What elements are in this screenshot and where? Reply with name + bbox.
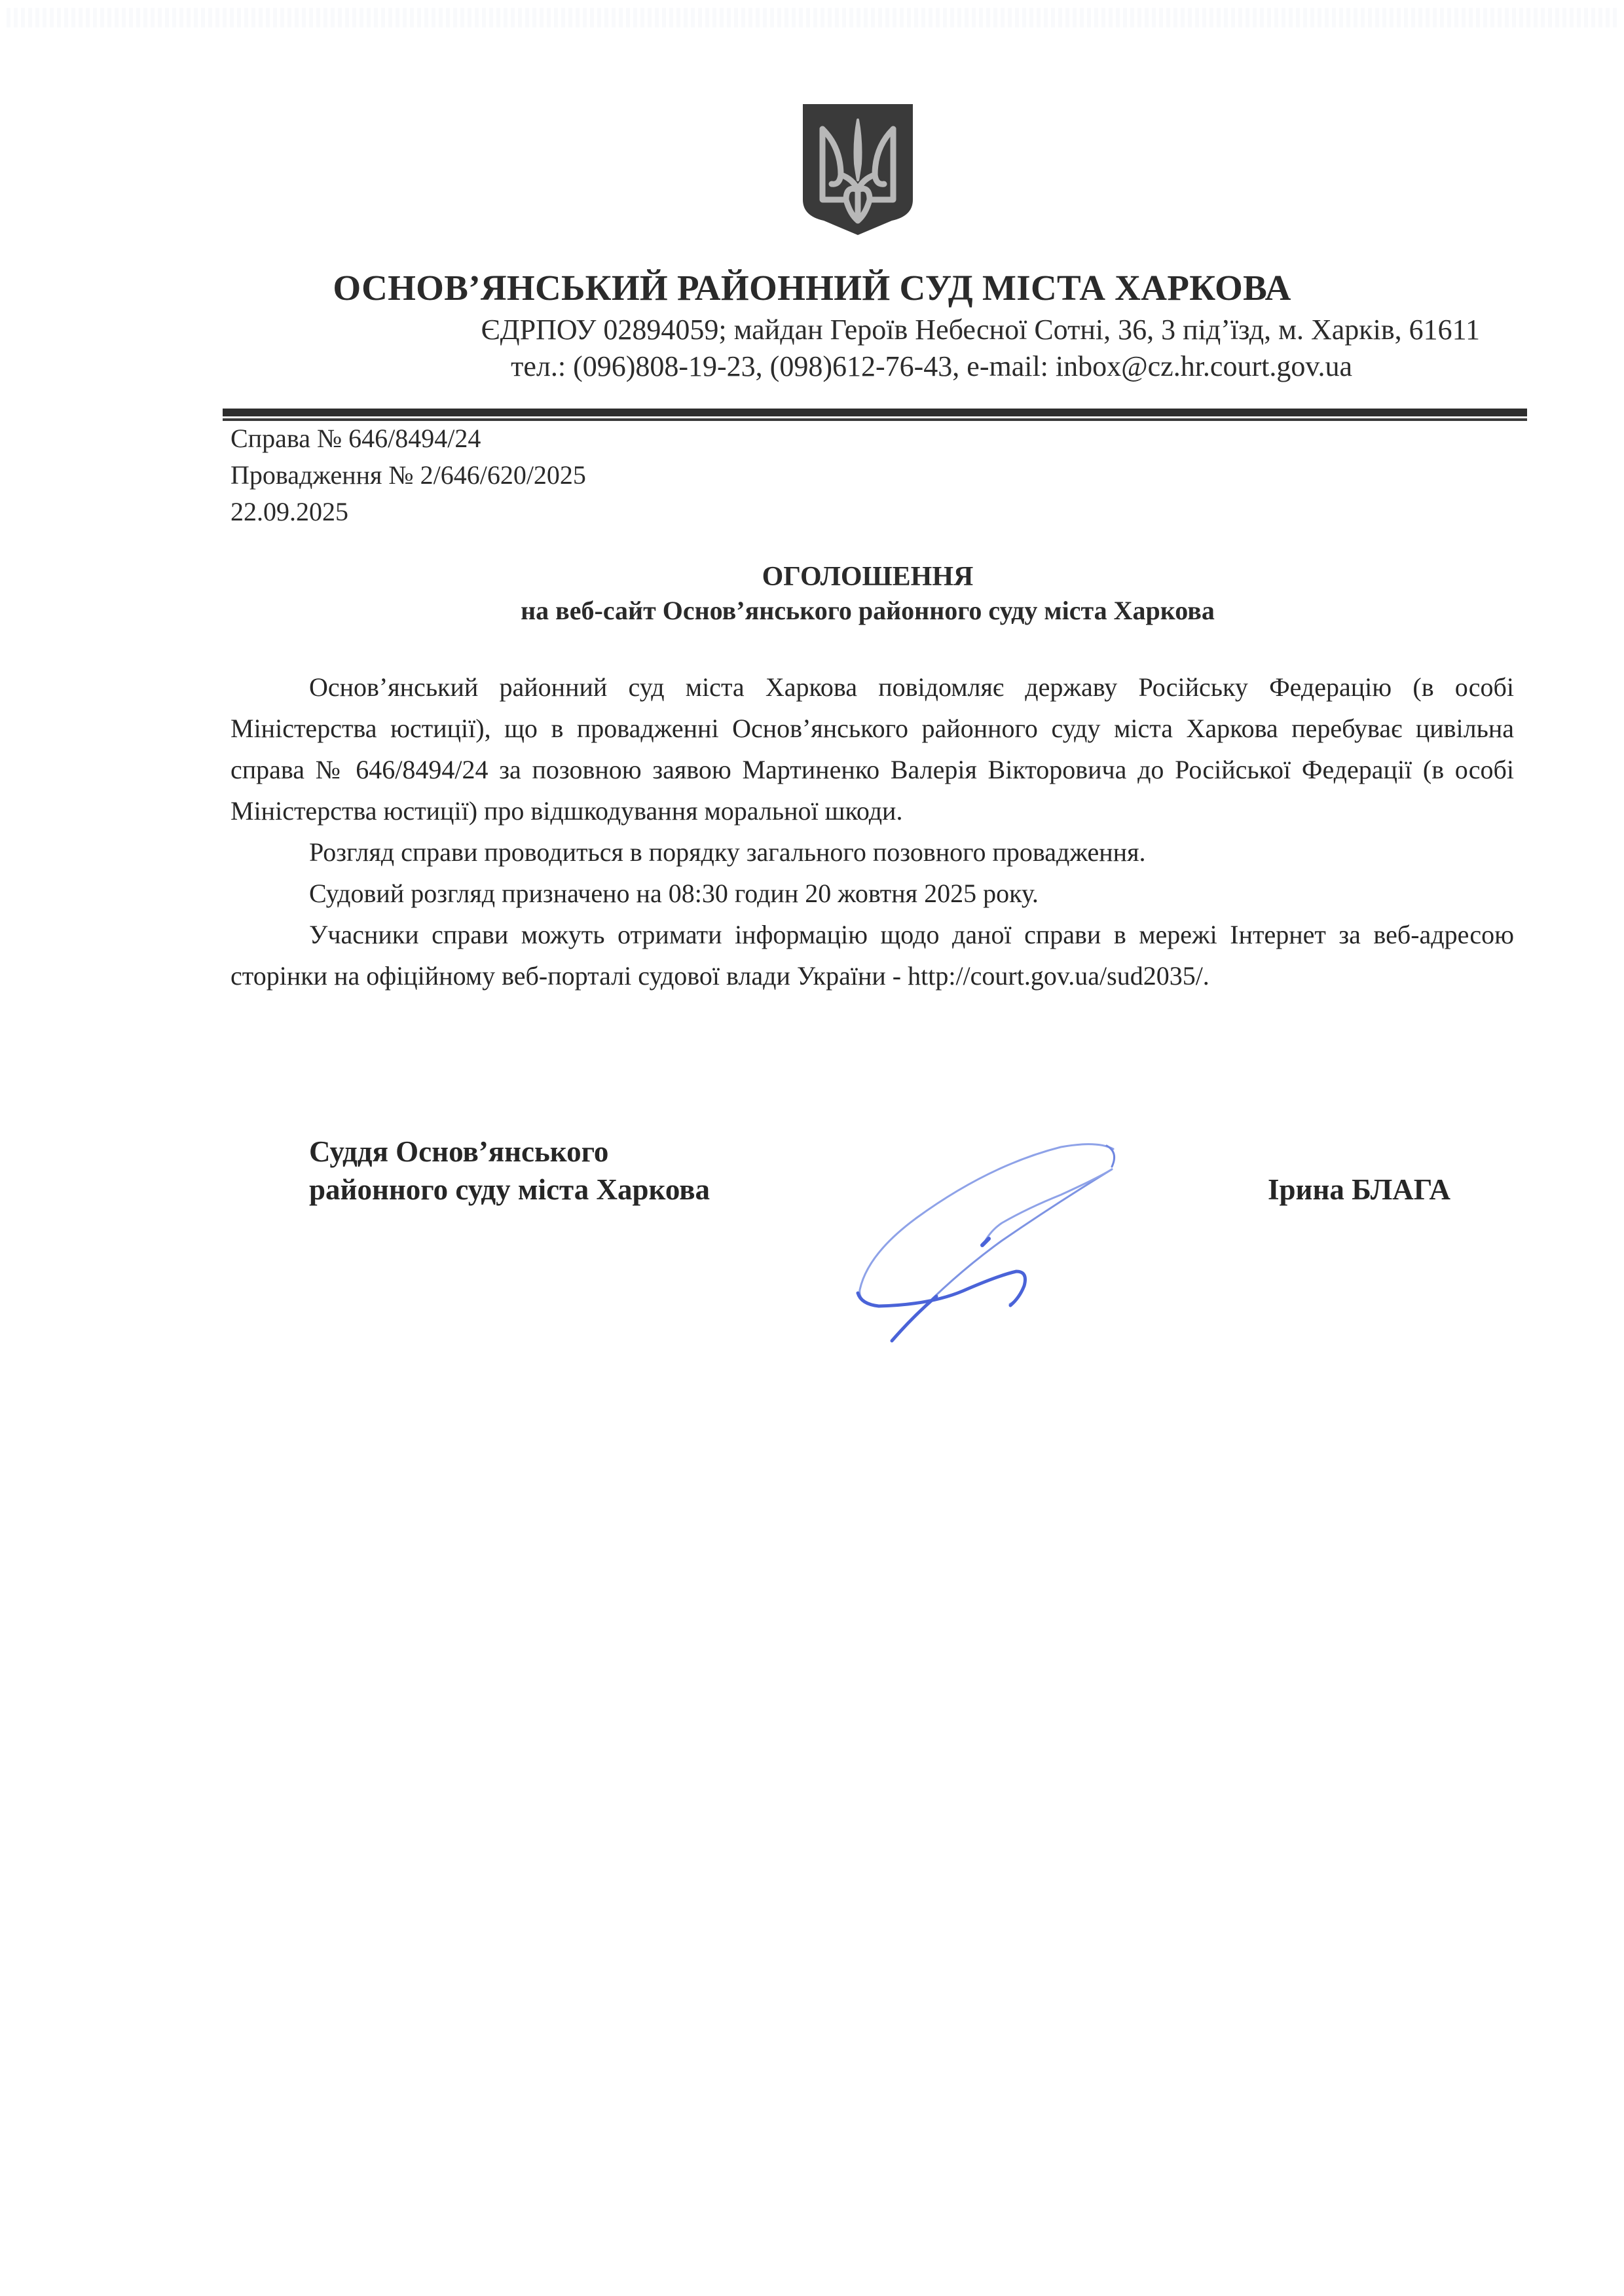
body-paragraph: Учасники справи можуть отримати інформацію щодо даної справи в мережі Інтернет за веб-адресою сторінки на офіційному веб-порталі судової влади України - http://court.gov.ua/sud2035/. bbox=[231, 920, 1514, 991]
judge-title-line1: Суддя Основ’янського bbox=[309, 1135, 609, 1168]
document-date: 22.09.2025 bbox=[231, 497, 348, 526]
court-registry-address: ЄДРПОУ 02894059; майдан Героїв Небесної Сотні, 36, 3 під’їзд, м. Харків, 61611 bbox=[481, 314, 1480, 346]
ukraine-coat-of-arms-icon bbox=[800, 101, 915, 238]
judge-title-line2: районного суду міста Харкова bbox=[309, 1173, 710, 1206]
notice-title: ОГОЛОШЕННЯ bbox=[762, 562, 974, 592]
body-paragraph: Основ’янський районний суд міста Харкова повідомляє державу Російську Федерацію (в особі Міністерства юстиції), що в провадженні Основ’янського районного суду міста Харкова перебуває цивільна справа № 646/8494/24 за позовною заявою Мартиненко Валерія Вікторовича до Російської Федерації (в особі Міністерства юстиції) про відшкодування моральної шкоди. bbox=[231, 672, 1514, 826]
proceeding-number: Провадження № 2/646/620/2025 bbox=[231, 460, 586, 490]
court-contacts: тел.: (096)808-19-23, (098)612-76-43, e-mail: inbox@cz.hr.court.gov.ua bbox=[511, 350, 1352, 382]
notice-body bbox=[231, 666, 1514, 996]
handwritten-signature-icon bbox=[838, 1126, 1126, 1349]
notice-subtitle: на веб-сайт Основ’янського районного суду міста Харкова bbox=[521, 596, 1215, 625]
judge-name: Ірина БЛАГА bbox=[1268, 1173, 1451, 1206]
case-meta-block bbox=[231, 420, 586, 530]
case-number: Справа № 646/8494/24 bbox=[231, 424, 481, 453]
header-divider-thick bbox=[223, 409, 1527, 416]
judge-title-block bbox=[309, 1133, 710, 1209]
scan-artifact-band bbox=[7, 8, 1617, 27]
body-paragraph: Судовий розгляд призначено на 08:30 годин 20 жовтня 2025 року. bbox=[309, 879, 1039, 908]
court-name-heading: ОСНОВ’ЯНСЬКИЙ РАЙОННИЙ СУД МІСТА ХАРКОВА bbox=[333, 268, 1291, 308]
body-paragraph: Розгляд справи проводиться в порядку загального позовного провадження. bbox=[309, 837, 1146, 867]
